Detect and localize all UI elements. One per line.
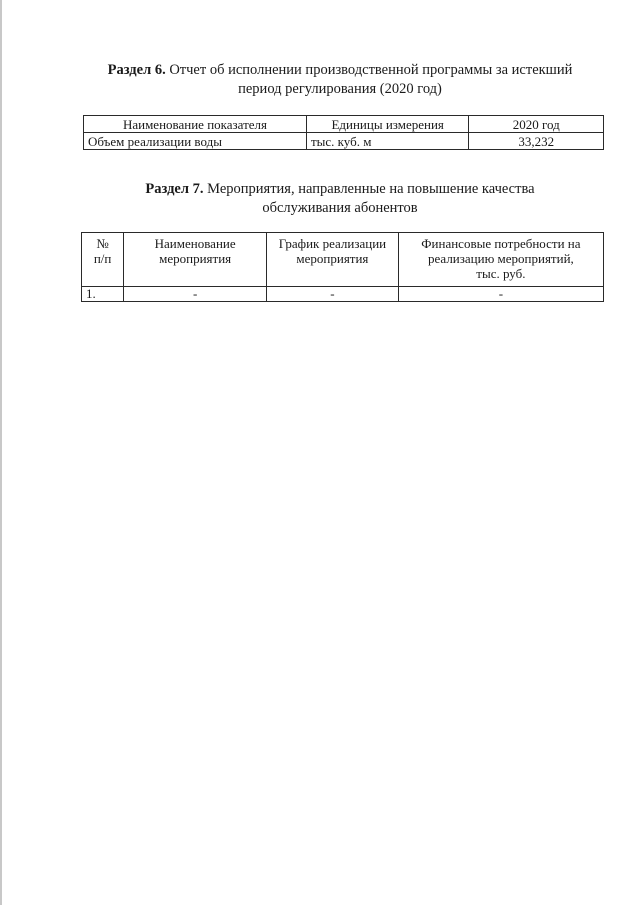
header-financial-needs <box>398 233 603 287</box>
cell-measure-name: - <box>124 287 267 302</box>
table-header-row <box>82 233 604 287</box>
header-number-line2: п/п <box>93 251 112 266</box>
page-left-edge <box>0 0 2 905</box>
section6-title-line2: период регулирования (2020 год) <box>238 81 442 97</box>
section7-label: Раздел 7. <box>145 181 204 197</box>
cell-financial-needs: - <box>398 287 603 302</box>
section7-title-line1: Мероприятия, направленные на повышение качества <box>203 181 535 197</box>
header-schedule-line2: мероприятия <box>296 251 369 266</box>
section6-table <box>83 115 604 150</box>
section7-table <box>81 232 604 302</box>
cell-schedule: - <box>267 287 399 302</box>
section6-title-line1: Отчет об исполнении производственной программы за истекший <box>165 62 573 78</box>
section7-title-line2: обслуживания абонентов <box>262 200 418 216</box>
table-row <box>82 287 604 302</box>
section7-heading <box>60 180 620 218</box>
table-header-row <box>84 116 604 133</box>
cell-units: тыс. куб. м <box>306 133 468 150</box>
header-measure-name-line1: Наименование <box>154 236 236 251</box>
header-indicator-name: Наименование показателя <box>84 116 307 133</box>
header-financial-needs-line1: Финансовые потребности на <box>421 236 581 251</box>
header-number <box>82 233 124 287</box>
cell-indicator-name: Объем реализации воды <box>84 133 307 150</box>
section6-label: Раздел 6. <box>107 62 166 78</box>
header-schedule-line1: График реализации <box>278 236 387 251</box>
header-number-line1: № <box>96 236 109 251</box>
header-schedule <box>267 233 399 287</box>
table-row <box>84 133 604 150</box>
header-financial-needs-line3: тыс. руб. <box>476 266 526 281</box>
header-financial-needs-line2: реализацию мероприятий, <box>428 251 574 266</box>
cell-number: 1. <box>82 287 124 302</box>
header-measure-name-line2: мероприятия <box>159 251 232 266</box>
cell-value: 33,232 <box>469 133 604 150</box>
header-measure-name <box>124 233 267 287</box>
section6-heading <box>60 61 620 99</box>
header-units: Единицы измерения <box>306 116 468 133</box>
header-year: 2020 год <box>469 116 604 133</box>
